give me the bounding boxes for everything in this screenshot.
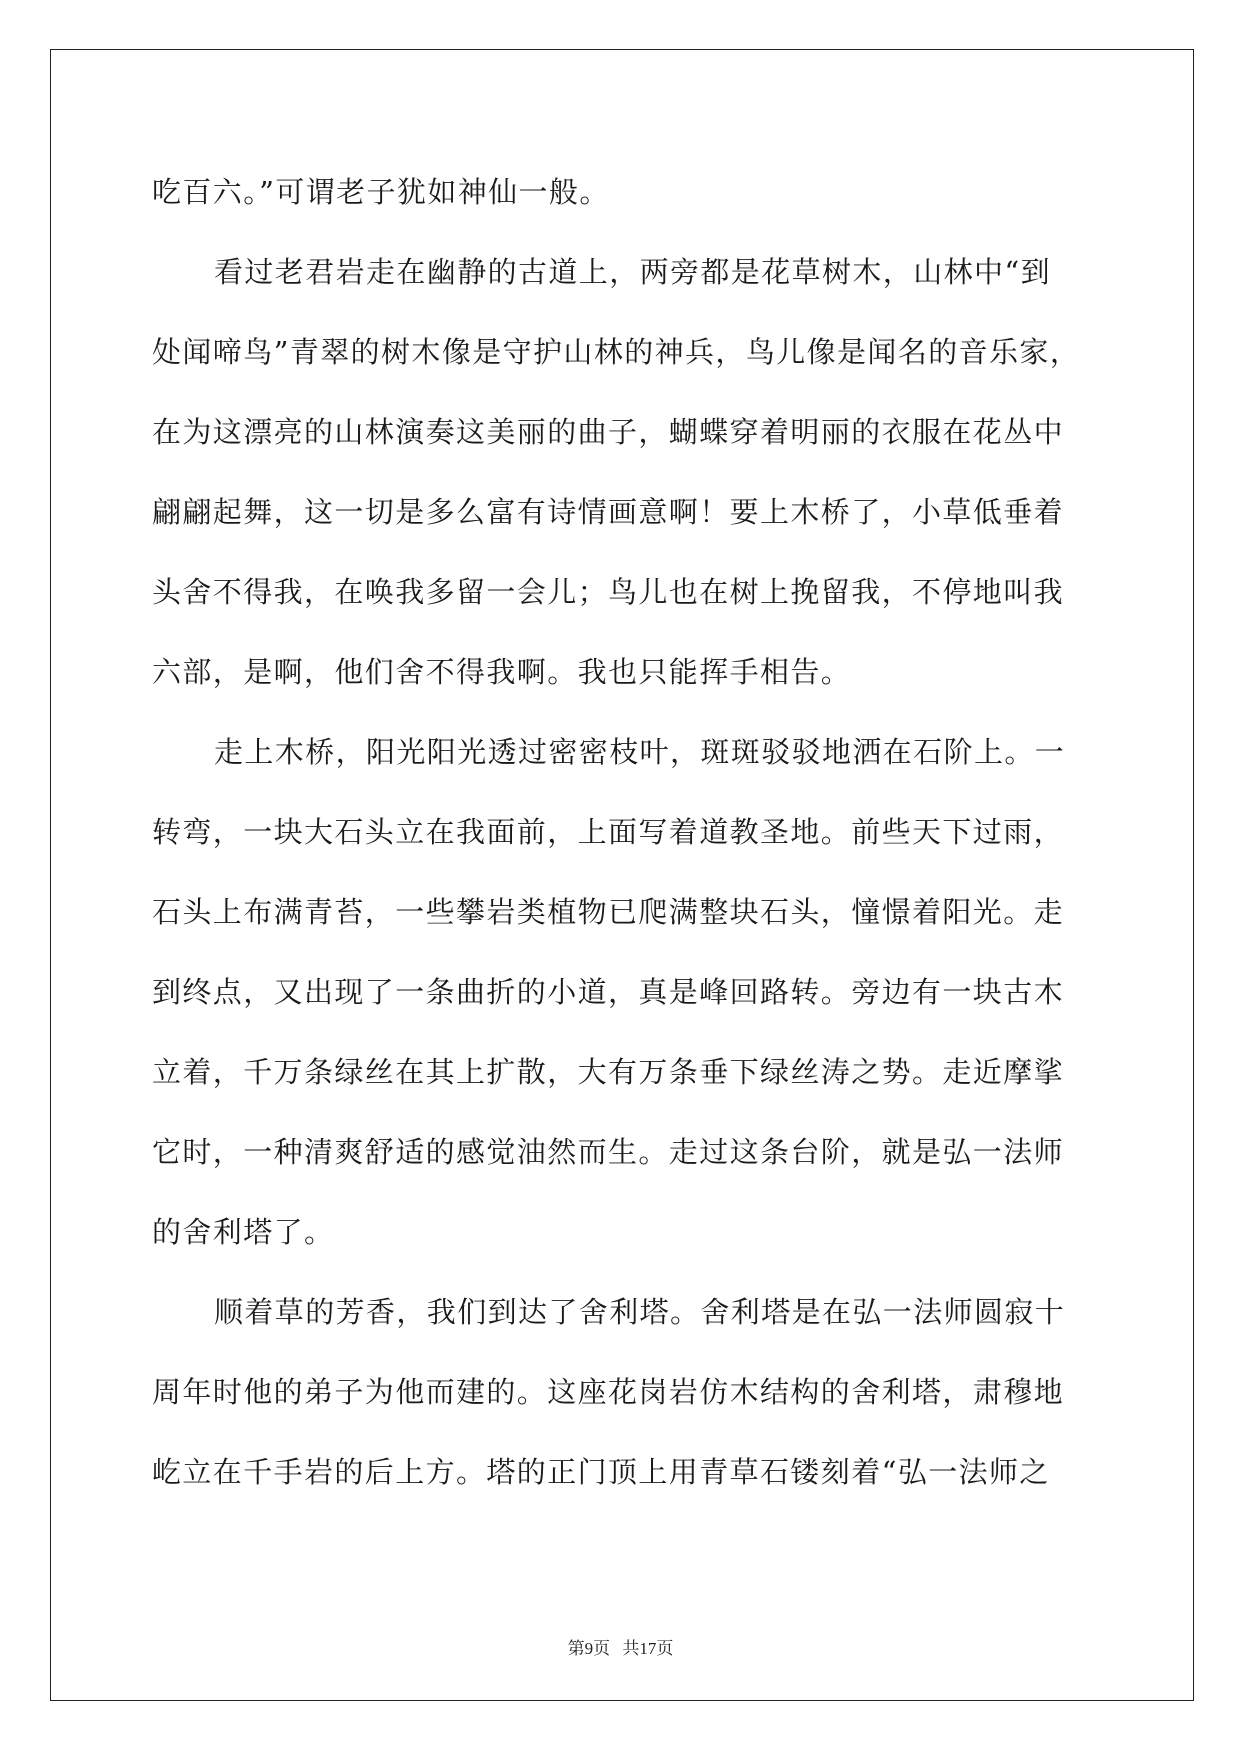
text-line: 到终点，又出现了一条曲折的小道，真是峰回路转。旁边有一块古木 (152, 975, 1065, 1009)
text-line: 顺着草的芳香，我们到达了舍利塔。舍利塔是在弘一法师圆寂十 (214, 1295, 1066, 1329)
text-line: 在为这漂亮的山林演奏这美丽的曲子，蝴蝶穿着明丽的衣服在花丛中 (152, 415, 1065, 449)
page-total: 共17页 (622, 1639, 674, 1658)
text-line: 屹立在千手岩的后上方。塔的正门顶上用青草石镂刻着“弘一法师之 (152, 1455, 1050, 1489)
text-line: 周年时他的弟子为他而建的。这座花岗岩仿木结构的舍利塔，肃穆地 (152, 1375, 1065, 1409)
text-line: 石头上布满青苔，一些攀岩类植物已爬满整块石头，憧憬着阳光。走 (152, 895, 1065, 929)
text-line: 的舍利塔了。 (152, 1215, 335, 1249)
text-line: 六部，是啊，他们舍不得我啊。我也只能挥手相告。 (152, 655, 852, 689)
text-line: 看过老君岩走在幽静的古道上，两旁都是花草树木，山林中“到 (214, 255, 1052, 289)
text-line: 吃百六。”可谓老子犹如神仙一般。 (152, 175, 610, 209)
text-line: 立着，千万条绿丝在其上扩散，大有万条垂下绿丝涛之势。走近摩挲 (152, 1055, 1065, 1089)
text-line: 它时，一种清爽舒适的感觉油然而生。走过这条台阶，就是弘一法师 (152, 1135, 1065, 1169)
text-line: 翩翩起舞，这一切是多么富有诗情画意啊！要上木桥了，小草低垂着 (152, 495, 1065, 529)
page-number: 第9页 (567, 1639, 611, 1658)
document-body (152, 152, 1092, 1512)
text-line: 处闻啼鸟”青翠的树木像是守护山林的神兵，鸟儿像是闻名的音乐家， (152, 335, 1081, 369)
text-line: 转弯，一块大石头立在我面前，上面写着道教圣地。前些天下过雨， (152, 815, 1065, 849)
page-footer (0, 1634, 1241, 1659)
text-line: 头舍不得我，在唤我多留一会儿；鸟儿也在树上挽留我，不停地叫我 (152, 575, 1065, 609)
text-line: 走上木桥，阳光阳光透过密密枝叶，斑斑驳驳地洒在石阶上。一 (214, 735, 1066, 769)
